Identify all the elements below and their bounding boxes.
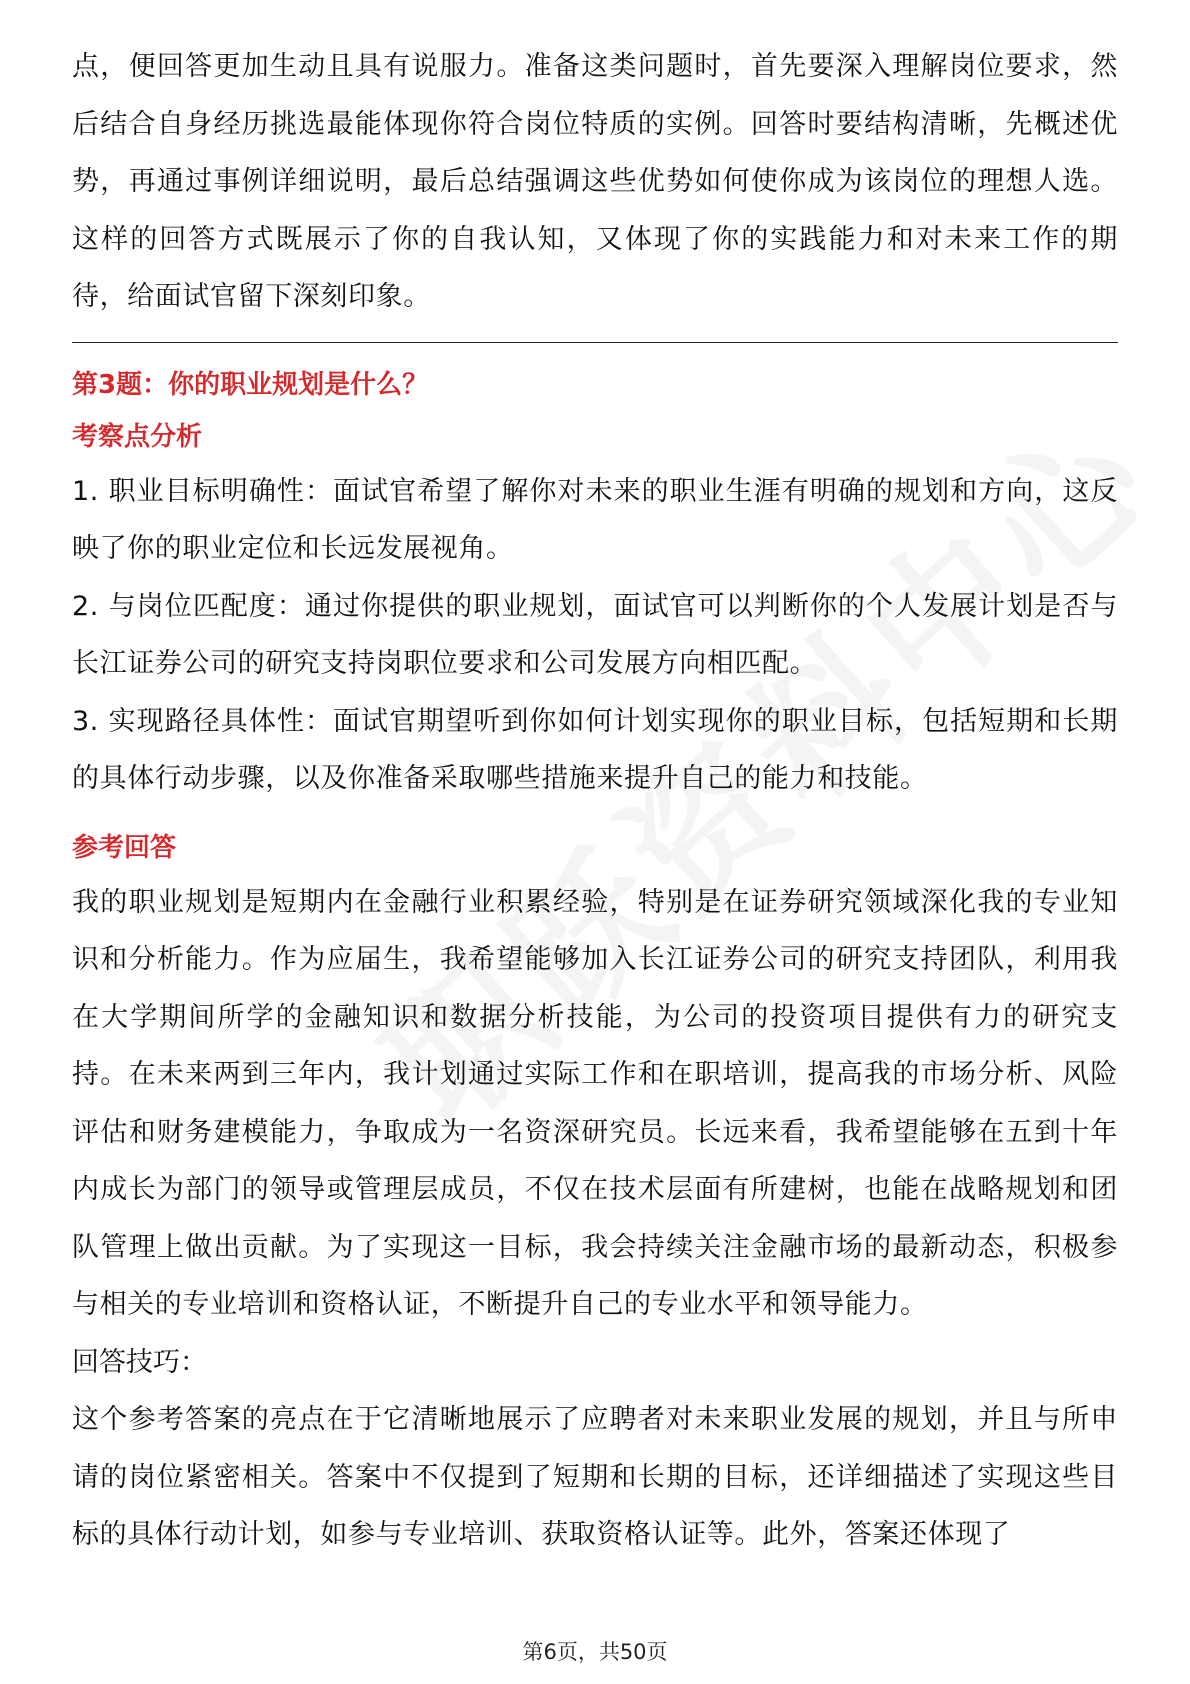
section-divider xyxy=(72,342,1118,343)
page-number: 第6页，共50页 xyxy=(522,1640,668,1664)
analysis-list xyxy=(72,463,1118,808)
analysis-item: 2. 与岗位匹配度：通过你提供的职业规划，面试官可以判断你的个人发展计划是否与长江证券公司的研究支持岗职位要求和公司发展方向相匹配。 xyxy=(72,590,1118,679)
reference-heading: 参考回答 xyxy=(72,832,177,863)
analysis-item: 1. 职业目标明确性：面试官希望了解你对未来的职业生涯有明确的规划和方向，这反映了你的职业定位和长远发展视角。 xyxy=(72,475,1118,564)
analysis-item: 3. 实现路径具体性：面试官期望听到你如何计划实现你的职业目标，包括短期和长期的具体行动步骤，以及你准备采取哪些措施来提升自己的能力和技能。 xyxy=(72,705,1118,794)
question-title: 第3题：你的职业规划是什么？ xyxy=(72,369,429,400)
document-page xyxy=(72,38,1118,1564)
intro-paragraph: 点，便回答更加生动且具有说服力。准备这类问题时，首先要深入理解岗位要求，然后结合自身经历挑选最能体现你符合岗位特质的实例。回答时要结构清晰，先概述优势，再通过事例详细说明，最后总结强调这些优势如何使你成为该岗位的理想人选。这样的回答方式既展示了你的自我认知，又体现了你的实践能力和对未来工作的期待，给面试官留下深刻印象。 xyxy=(72,51,1118,312)
reference-answer: 我的职业规划是短期内在金融行业积累经验，特别是在证券研究领域深化我的专业知识和分析能力。作为应届生，我希望能够加入长江证券公司的研究支持团队，利用我在大学期间所学的金融知识和数据分析技能，为公司的投资项目提供有力的研究支持。在未来两到三年内，我计划通过实际工作和在职培训，提高我的市场分析、风险评估和财务建模能力，争取成为一名资深研究员。长远来看，我希望能够在五到十年内成长为部门的领导或管理层成员，不仅在技术层面有所建树，也能在战略规划和团队管理上做出贡献。为了实现这一目标，我会持续关注金融市场的最新动态，积极参与相关的专业培训和资格认证，不断提升自己的专业水平和领导能力。 xyxy=(72,886,1118,1320)
tips-text: 这个参考答案的亮点在于它清晰地展示了应聘者对未来职业发展的规划，并且与所申请的岗位紧密相关。答案中不仅提到了短期和长期的目标，还详细描述了实现这些目标的具体行动计划，如参与专业培训、获取资格认证等。此外，答案还体现了 xyxy=(72,1404,1118,1550)
analysis-heading: 考察点分析 xyxy=(72,421,203,452)
tips-label: 回答技巧： xyxy=(72,1346,207,1378)
